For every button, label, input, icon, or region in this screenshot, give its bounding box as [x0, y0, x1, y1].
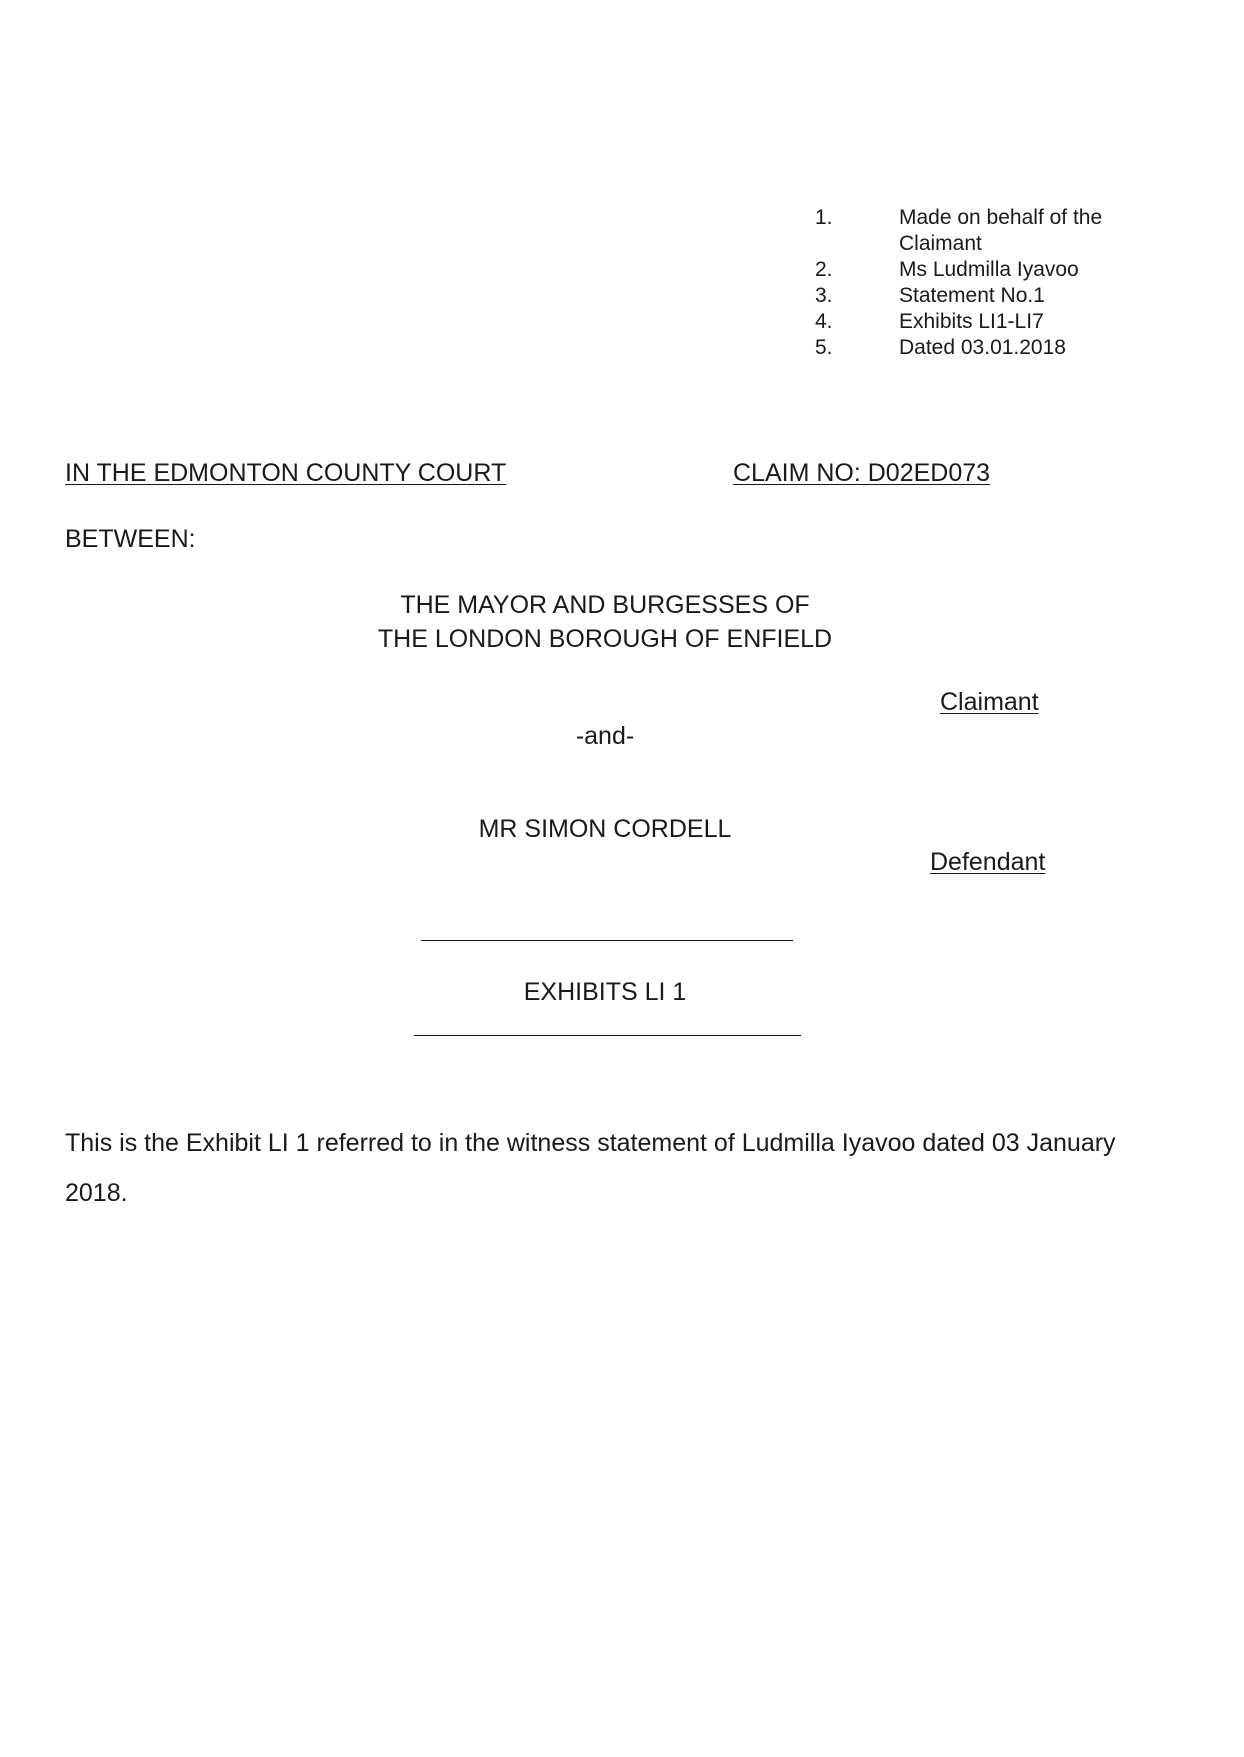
header-list-item: [815, 335, 1155, 361]
claimant-name-line: THE LONDON BOROUGH OF ENFIELD: [377, 625, 833, 653]
header-list-item: [815, 257, 1155, 283]
defendant-role-label: Defendant: [930, 848, 1046, 876]
between-label: BETWEEN:: [65, 525, 196, 553]
header-list-item: [815, 309, 1155, 335]
and-separator: -and-: [575, 722, 635, 750]
exhibit-title: EXHIBITS LI 1: [523, 978, 687, 1006]
court-name: IN THE EDMONTON COUNTY COURT: [65, 459, 507, 487]
statement-header-list: [815, 205, 1155, 361]
header-list-text: Ms Ludmilla Iyavoo: [899, 258, 1079, 281]
defendant-name: MR SIMON CORDELL: [478, 815, 732, 843]
header-list-item: [815, 205, 1155, 257]
header-list-number: 3.: [815, 284, 833, 307]
claim-number: CLAIM NO: D02ED073: [733, 459, 991, 487]
divider-top: [421, 940, 793, 941]
header-list-text: Statement No.1: [899, 284, 1045, 307]
claimant-name-line: THE MAYOR AND BURGESSES OF: [400, 591, 810, 619]
header-list-number: 2.: [815, 258, 833, 281]
header-list-number: 4.: [815, 310, 833, 333]
claimant-name: [290, 588, 920, 656]
divider-bottom: [414, 1035, 801, 1036]
header-list-text: Exhibits LI1-LI7: [899, 310, 1044, 333]
header-list-text: Made on behalf of the Claimant: [899, 206, 1103, 255]
header-list-text: Dated 03.01.2018: [899, 336, 1066, 359]
header-list-number: 1.: [815, 206, 833, 229]
exhibit-statement: This is the Exhibit LI 1 referred to in the witness statement of Ludmilla Iyavoo dated 03 January 2018.: [65, 1129, 1116, 1207]
header-list-number: 5.: [815, 336, 833, 359]
claimant-role-label: Claimant: [940, 688, 1039, 716]
header-list-item: [815, 283, 1155, 309]
